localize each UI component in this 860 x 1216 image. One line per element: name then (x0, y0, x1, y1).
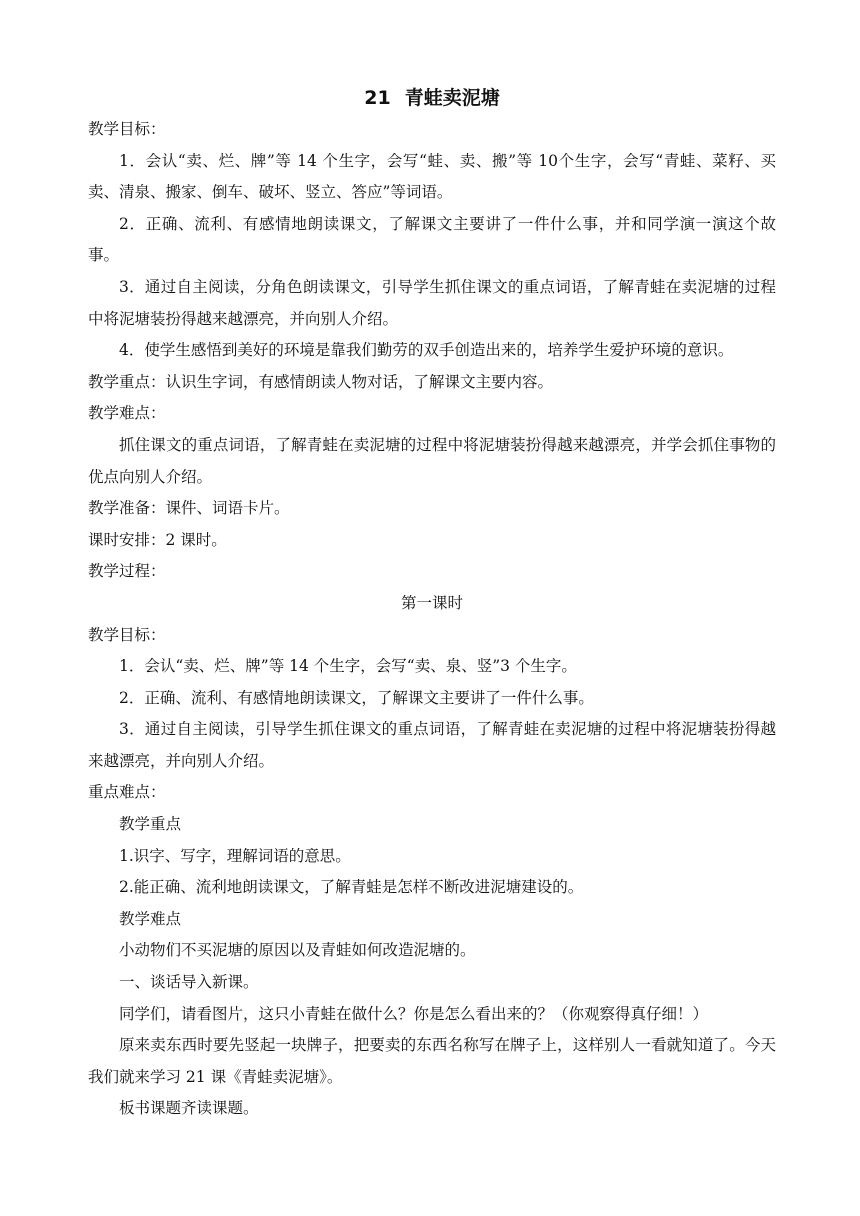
goal-item: 4．使学生感悟到美好的环境是靠我们勤劳的双手创造出来的，培养学生爱护环境的意识。 (119, 341, 734, 360)
goal-item: 1．会认“卖、烂、牌”等 14 个生字，会写“蛙、卖、搬”等 10个生字，会写“青蛙、菜籽、买卖、清泉、搬家、倒车、破坏、竖立、答应”等词语。 (88, 151, 776, 202)
difficulty-text: 抓住课文的重点词语，了解青蛙在卖泥塘的过程中将泥塘装扮得越来越漂亮，并学会抓住事物的优点向别人介绍。 (88, 435, 776, 486)
process-heading: 教学过程： (88, 562, 166, 581)
document-title (88, 84, 776, 112)
lesson-number: 21 (364, 87, 391, 109)
difficulty-heading: 教学难点： (88, 404, 166, 423)
lesson1-goal-item: 2．正确、流利、有感情地朗读课文，了解课文主要讲了一件什么事。 (119, 688, 594, 707)
key-difficulty-heading: 重点难点： (88, 783, 166, 802)
key-point: 教学重点：认识生字词，有感情朗读人物对话，了解课文主要内容。 (88, 372, 554, 391)
goal-item: 2．正确、流利、有感情地朗读课文，了解课文主要讲了一件什么事，并和同学演一演这个故事。 (88, 214, 776, 265)
diff-heading: 教学难点 (119, 909, 182, 928)
key-heading: 教学重点 (119, 815, 182, 834)
goals-heading: 教学目标： (88, 120, 166, 138)
lesson1-goal-item: 1．会认“卖、烂、牌”等 14 个生字，会写“卖、泉、竖”3 个生字。 (119, 657, 577, 676)
key-item: 1.识字、写字，理解词语的意思。 (119, 846, 351, 865)
key-item: 2.能正确、流利地朗读课文，了解青蛙是怎样不断改进泥塘建设的。 (119, 878, 584, 897)
schedule: 课时安排：2 课时。 (88, 530, 227, 549)
paragraph: 板书课题齐读课题。 (119, 1099, 259, 1118)
document-body (88, 84, 776, 1125)
diff-text: 小动物们不买泥塘的原因以及青蛙如何改造泥塘的。 (119, 941, 476, 960)
lesson1-heading: 第一课时 (400, 593, 463, 612)
goal-item: 3．通过自主阅读，分角色朗读课文，引导学生抓住课文的重点词语，了解青蛙在卖泥塘的过程中将泥塘装扮得越来越漂亮，并向别人介绍。 (88, 277, 776, 328)
step-heading: 一、谈话导入新课。 (119, 973, 259, 992)
lesson1-goal-item: 3．通过自主阅读，引导学生抓住课文的重点词语，了解青蛙在卖泥塘的过程中将泥塘装扮得越来越漂亮，并向别人介绍。 (88, 720, 776, 770)
lesson1-goals-heading: 教学目标： (88, 625, 166, 644)
preparation: 教学准备：课件、词语卡片。 (88, 499, 290, 518)
paragraph: 同学们，请看图片，这只小青蛙在做什么？你是怎么看出来的？（你观察得真仔细！） (119, 1004, 709, 1023)
paragraph: 原来卖东西时要先竖起一块牌子，把要卖的东西名称写在牌子上，这样别人一看就知道了。今天我们就来学习 21 课《青蛙卖泥塘》。 (88, 1036, 776, 1086)
lesson-title: 青蛙卖泥塘 (404, 87, 500, 109)
